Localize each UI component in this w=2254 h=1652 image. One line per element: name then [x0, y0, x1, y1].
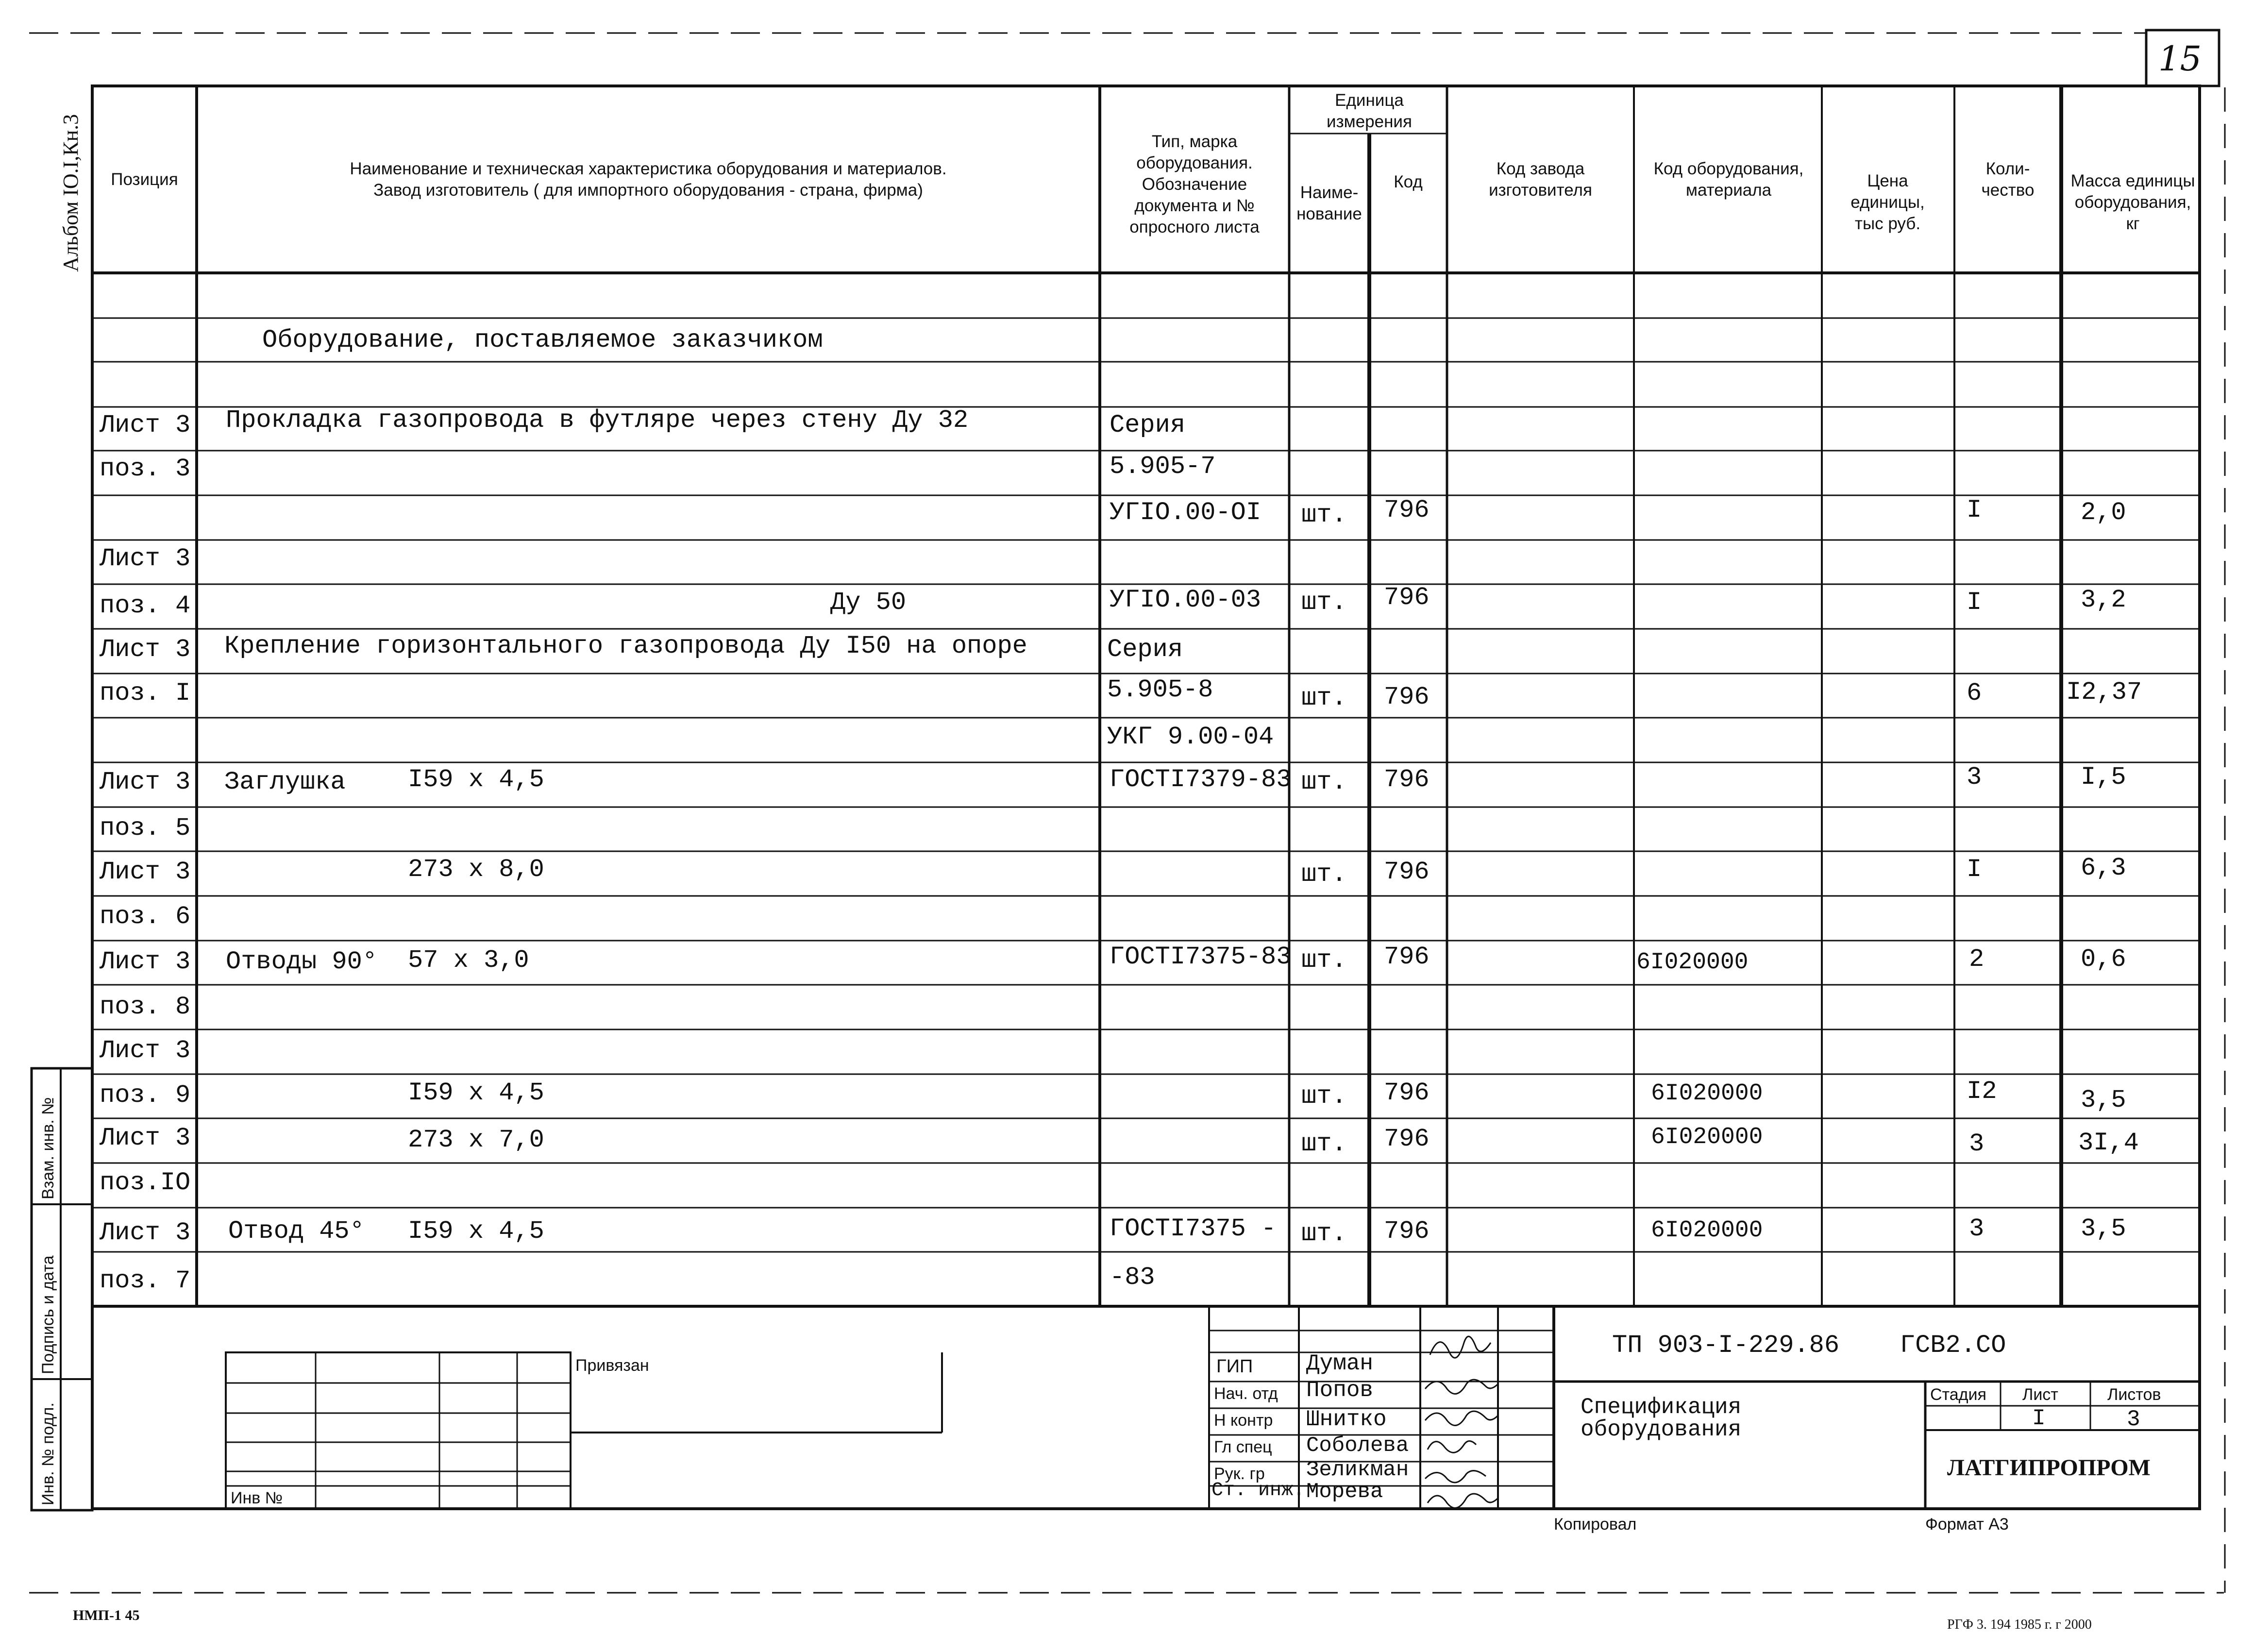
- row-equip: 6I020000: [1651, 1080, 1763, 1107]
- col-header-name: [197, 86, 1100, 273]
- col-header-equip-code: Код оборудования, материала: [1653, 159, 1804, 200]
- row-unit: шт.: [1301, 946, 1347, 975]
- row-size: I59 x 4,5: [408, 1079, 544, 1107]
- col-header-unit-code: Код: [1394, 172, 1423, 191]
- sheet-label: Лист: [2022, 1385, 2058, 1404]
- sheet-number: 15: [2158, 39, 2202, 79]
- row-qty: I: [1967, 855, 1982, 884]
- row-size: 273 x 8,0: [408, 855, 544, 884]
- row-size: I59 x 4,5: [408, 1217, 544, 1246]
- row-qty: I: [1967, 496, 1982, 524]
- row-type: ГОСТI7375 -: [1110, 1214, 1277, 1243]
- doc-code: ТП 903-I-229.86 ГСВ2.СО: [1612, 1331, 2006, 1360]
- row-pos: Лист 3: [100, 544, 191, 573]
- row-type: УКГ 9.00-04: [1107, 723, 1274, 751]
- row-unit: шт.: [1301, 860, 1347, 889]
- row-code: 796: [1384, 765, 1430, 794]
- col-header-type: Тип, марка оборудования. Обозначение документа и № опросного листа: [1129, 132, 1260, 236]
- col-header-name-line1: Наименование и техническая характеристика оборудования и материалов.: [350, 159, 947, 178]
- row-pos: поз. 3: [100, 455, 191, 483]
- col-header-unit-name: Наиме- нование: [1296, 183, 1362, 223]
- row-code: 796: [1384, 1079, 1430, 1107]
- col-header-position: Позиция: [111, 169, 178, 189]
- row-pos: поз. 7: [100, 1266, 191, 1295]
- row-name: Прокладка газопровода в футляре через стену Ду 32: [226, 406, 969, 435]
- privyazan-label: Привязан: [575, 1356, 649, 1375]
- row-unit: шт.: [1301, 501, 1347, 529]
- row-type: 5.905-8: [1107, 675, 1213, 704]
- stamp-podpis: Подпись и дата: [39, 1255, 57, 1374]
- row-code: 796: [1384, 858, 1430, 886]
- row-pos: поз. 9: [100, 1081, 191, 1110]
- row-pos: Лист 3: [100, 1218, 191, 1247]
- person-name: Соболева: [1306, 1433, 1409, 1458]
- role-label: Нач. отд: [1214, 1384, 1278, 1403]
- sheets-label: Листов: [2107, 1385, 2161, 1404]
- row-type: Серия: [1107, 635, 1183, 664]
- row-unit: шт.: [1301, 588, 1347, 617]
- row-type: -83: [1110, 1263, 1155, 1292]
- row-qty: 2: [1969, 945, 1985, 974]
- person-name: Попов: [1306, 1378, 1374, 1403]
- row-type: ГОСТI7379-83: [1110, 765, 1292, 794]
- role-label: Рук. гр: [1214, 1465, 1265, 1483]
- row-qty: I: [1967, 588, 1982, 617]
- org-name: ЛАТГИПРОПРОМ: [1947, 1455, 2151, 1481]
- row-code: 796: [1384, 683, 1430, 711]
- row-unit: шт.: [1301, 1129, 1347, 1158]
- col-header-unit-group: Единица измерения: [1327, 91, 1412, 131]
- role-label: Н контр: [1214, 1411, 1273, 1430]
- col-header-price: Цена единицы, тыс руб.: [1850, 171, 1925, 233]
- row-name: Отвод 45°: [228, 1217, 365, 1246]
- row-qty: 3: [1969, 1129, 1985, 1158]
- row-pos: поз. 8: [100, 993, 191, 1021]
- row-type: Серия: [1110, 411, 1186, 439]
- row-pos: Лист 3: [100, 411, 191, 439]
- doc-title: Спецификация оборудования: [1581, 1395, 1742, 1442]
- row-name: Заглушка: [224, 768, 346, 796]
- stamp-vzam: Взам. инв. №: [39, 1097, 57, 1199]
- row-pos: поз.IO: [100, 1168, 191, 1197]
- col-header-name-line2: Завод изготовитель ( для импортного оборудования - страна, фирма): [373, 180, 923, 200]
- row-pos: поз. 4: [100, 591, 191, 620]
- format-label: Формат А3: [1925, 1515, 2009, 1534]
- row-size: 57 x 3,0: [408, 946, 529, 975]
- section-title: Оборудование, поставляемое заказчиком: [262, 326, 823, 354]
- row-name: Ду 50: [830, 588, 907, 617]
- row-mass: 3,2: [2081, 586, 2126, 614]
- person-name: Думан: [1306, 1351, 1374, 1376]
- row-mass: 3I,4: [2078, 1129, 2139, 1157]
- row-size: 273 x 7,0: [408, 1126, 544, 1154]
- row-type: ГОСТI7375-83: [1110, 943, 1292, 971]
- row-mass: 3,5: [2081, 1086, 2126, 1114]
- row-qty: 6: [1967, 679, 1982, 708]
- row-mass: I,5: [2081, 763, 2126, 792]
- row-code: 796: [1384, 583, 1430, 612]
- row-qty: I2: [1967, 1077, 1997, 1106]
- row-type: УГIO.00-OI: [1110, 498, 1262, 527]
- row-pos: Лист 3: [100, 1124, 191, 1152]
- row-pos: поз. I: [100, 679, 191, 708]
- row-pos: Лист 3: [100, 635, 191, 664]
- row-pos: поз. 6: [100, 902, 191, 931]
- row-pos: поз. 5: [100, 814, 191, 843]
- row-type: 5.905-7: [1110, 452, 1216, 481]
- role-label: ГИП: [1216, 1356, 1253, 1377]
- row-mass: 0,6: [2081, 945, 2126, 974]
- row-pos: Лист 3: [100, 947, 191, 976]
- row-name: Крепление горизонтального газопровода Ду I50 на опоре: [224, 632, 1027, 660]
- col-header-qty: Коли- чество: [1981, 159, 2035, 200]
- role-label: Ст. инж.: [1211, 1480, 1305, 1501]
- row-code: 796: [1384, 1217, 1430, 1246]
- sheets-value: 3: [2127, 1407, 2140, 1432]
- row-type: УГIO.00-03: [1110, 586, 1262, 614]
- row-qty: 3: [1967, 763, 1982, 792]
- row-code: 796: [1384, 1125, 1430, 1153]
- row-pos: Лист 3: [100, 858, 191, 886]
- row-equip: 6I020000: [1636, 949, 1749, 976]
- row-code: 796: [1384, 943, 1430, 971]
- row-pos: Лист 3: [100, 768, 191, 796]
- person-name: Шнитко: [1306, 1407, 1387, 1432]
- row-pos: Лист 3: [100, 1036, 191, 1065]
- person-name: Морева: [1306, 1480, 1383, 1504]
- inv-no-label: Инв №: [231, 1489, 283, 1507]
- row-mass: 6,3: [2081, 854, 2126, 882]
- col-header-mass: Масса единицы оборудования, кг: [2070, 171, 2195, 233]
- row-mass: 3,5: [2081, 1214, 2126, 1243]
- row-equip: 6I020000: [1651, 1217, 1763, 1244]
- row-unit: шт.: [1301, 768, 1347, 796]
- row-size: I59 x 4,5: [408, 765, 544, 794]
- stage-label: Стадия: [1930, 1385, 1986, 1404]
- person-name: Зеликман: [1306, 1458, 1409, 1482]
- album-label: Альбом IO.I,Кн.3: [59, 114, 83, 272]
- row-mass: I2,37: [2066, 678, 2142, 707]
- row-unit: шт.: [1301, 1219, 1347, 1248]
- stamp-inv: Инв. № подл.: [39, 1402, 57, 1505]
- row-code: 796: [1384, 496, 1430, 524]
- footer-left: НМП-1 45: [73, 1607, 140, 1623]
- sheet-value: I: [2032, 1406, 2046, 1431]
- row-equip: 6I020000: [1651, 1124, 1763, 1150]
- row-unit: шт.: [1301, 1082, 1347, 1111]
- role-label: Гл спец: [1214, 1438, 1272, 1456]
- row-mass: 2,0: [2081, 498, 2126, 527]
- footer-right: РГФ 3. 194 1985 г. г 2000: [1947, 1617, 2092, 1632]
- row-unit: шт.: [1301, 684, 1347, 712]
- col-header-factory-code: Код завода изготовителя: [1489, 159, 1592, 200]
- row-name: Отводы 90°: [226, 947, 378, 976]
- row-qty: 3: [1969, 1214, 1985, 1243]
- kopiroval-label: Копировал: [1554, 1515, 1637, 1534]
